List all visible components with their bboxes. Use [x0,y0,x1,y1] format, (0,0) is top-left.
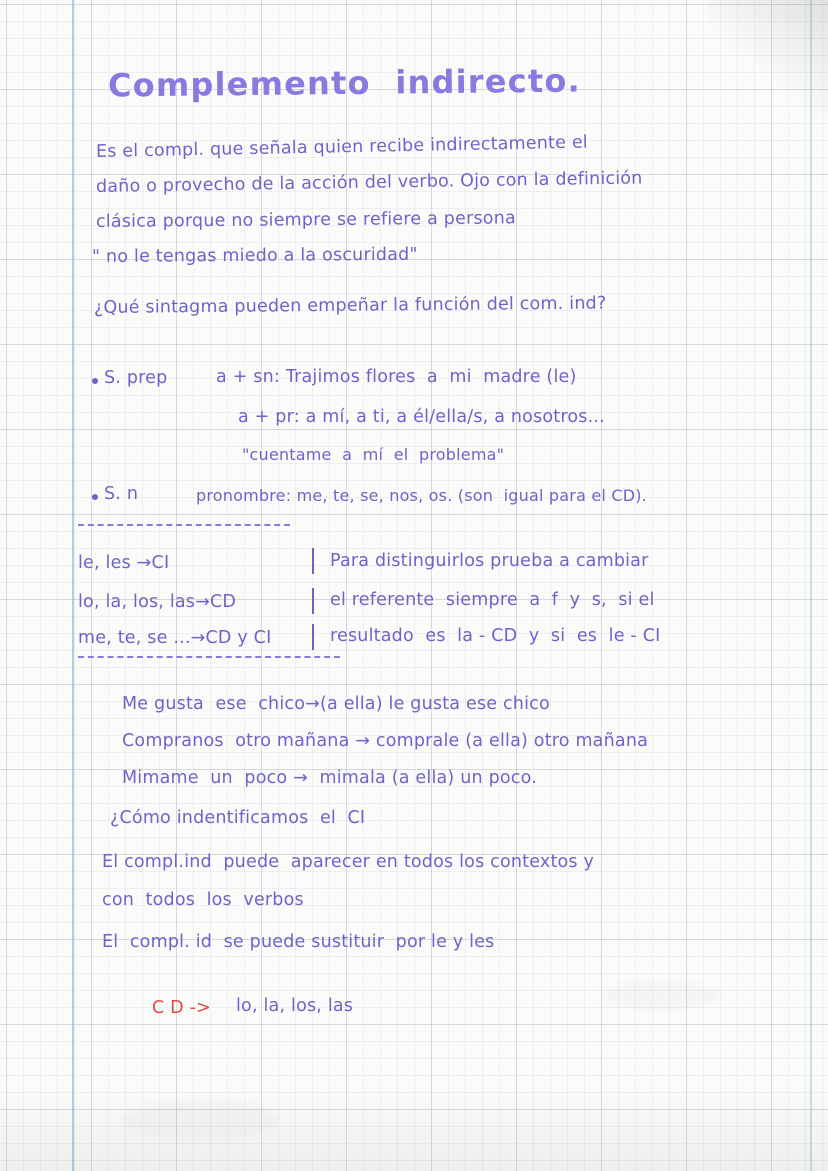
s-prep-line-2: a + pr: a mí, a ti, a él/ella/s, a nosotros... [238,407,605,427]
paper-smudge [120,1100,280,1140]
definition-quote: " no le tengas miedo a la oscuridad" [91,244,418,267]
sintagma-label-s-n: S. n [104,484,139,504]
rule-line-2: el referente siempre a f y s, si el [330,590,655,610]
table-column-separator [312,548,314,574]
table-column-separator [312,588,314,614]
question-identificacion: ¿Cómo indentificamos el CI [110,808,366,828]
definition-line-1: Es el compl. que señala quien recibe indirectamente el [95,132,589,162]
closing-line-3: El compl. id se puede sustituir por le y les [102,932,495,952]
table-column-separator [312,624,314,650]
paper-smudge [600,980,720,1010]
table-divider-top [78,524,290,526]
example-line-3: Mimame un poco → mimala (a ella) un poco. [122,768,537,788]
final-note-value: lo, la, los, las [236,996,354,1016]
s-n-line-1: pronombre: me, te, se, nos, os. (son igual para el CD). [196,486,647,505]
sintagma-label-s-prep: S. prep [104,368,168,388]
right-edge-rule [810,0,812,1171]
closing-line-1: El compl.ind puede aparecer en todos los contextos y [102,852,595,872]
page-title: Complemento indirecto. [107,61,582,105]
pronoun-lo-la: lo, la, los, las→CD [78,592,237,612]
final-note-label: C D -> [152,998,211,1018]
rule-line-1: Para distinguirlos prueba a cambiar [330,551,649,571]
definition-line-2: daño o provecho de la acción del verbo. Ojo con la definición [95,168,643,197]
question-sintagma: ¿Qué sintagma pueden empeñar la función del com. ind? [93,293,607,318]
bullet-icon [92,378,98,384]
table-divider-bottom [78,656,340,658]
pronoun-le-les: le, les →CI [78,553,170,573]
rule-line-3: resultado es la - CD y si es le - CI [330,626,661,646]
s-prep-quote: "cuentame a mí el problema" [242,445,505,464]
pronoun-me-te-se: me, te, se ...→CD y CI [78,628,272,648]
definition-line-3: clásica porque no siempre se refiere a persona [95,208,516,232]
closing-line-2: con todos los verbos [102,890,304,910]
example-line-2: Compranos otro mañana → comprale (a ella) otro mañana [122,731,649,751]
bullet-icon [92,494,98,500]
left-margin-rule [72,0,74,1171]
s-prep-line-1: a + sn: Trajimos flores a mi madre (le) [216,367,577,387]
example-line-1: Me gusta ese chico→(a ella) le gusta ese chico [122,694,550,714]
